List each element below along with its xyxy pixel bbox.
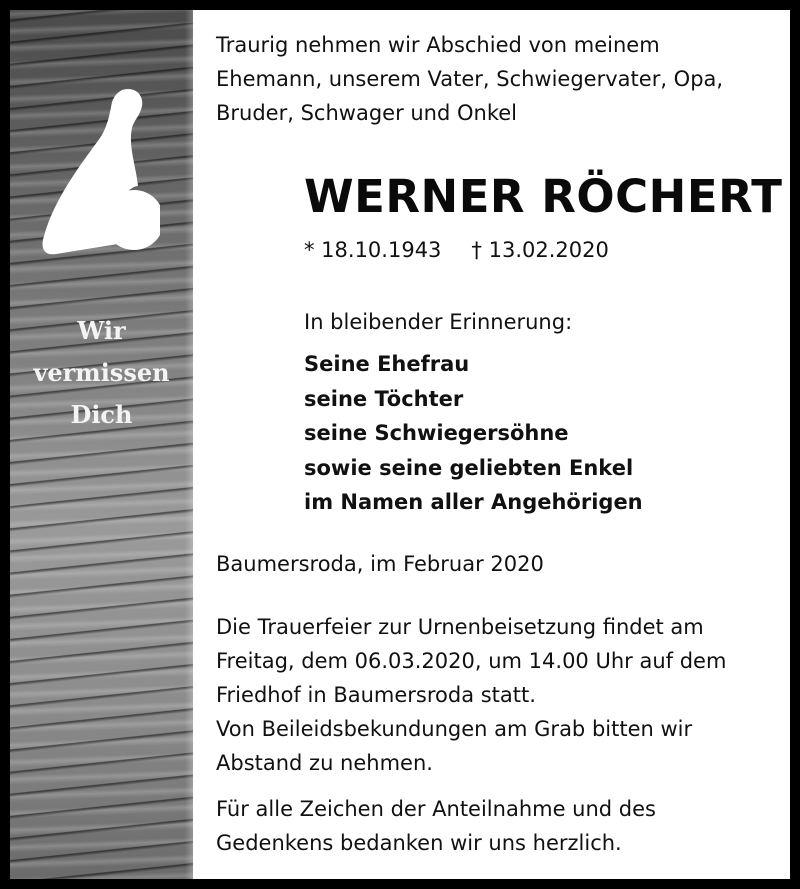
- intro-line: Traurig nehmen wir Abschied von meinem: [216, 33, 660, 57]
- ceremony-line: Friedhof in Baumersroda statt.: [216, 683, 536, 707]
- bowling-pin-ball-icon: [38, 82, 160, 262]
- mourners-list: [304, 347, 643, 520]
- ceremony-line: Abstand zu nehmen.: [216, 751, 433, 775]
- mourner-item: seine Töchter: [304, 386, 464, 411]
- thanks-line: Gedenkens bedanken wir uns herzlich.: [216, 831, 622, 855]
- thanks-line: Für alle Zeichen der Anteilnahme und des: [216, 797, 656, 821]
- mourner-item: sowie seine geliebten Enkel: [304, 455, 634, 480]
- birth-date: * 18.10.1943: [304, 238, 442, 262]
- intro-line: Bruder, Schwager und Onkel: [216, 101, 518, 125]
- ceremony-text: [216, 610, 776, 780]
- ceremony-line: Von Beileidsbekundungen am Grab bitten wir: [216, 717, 693, 741]
- side-motto: [10, 310, 193, 436]
- ceremony-line: Freitag, dem 06.03.2020, um 14.00 Uhr auf dem: [216, 649, 727, 673]
- mourner-item: im Namen aller Angehörigen: [304, 490, 643, 514]
- ceremony-line: Die Trauerfeier zur Urnenbeisetzung findet am: [216, 615, 704, 639]
- thanks-text: [216, 792, 776, 860]
- decorative-side-panel: [10, 10, 193, 879]
- motto-line: Wir: [77, 316, 126, 345]
- deceased-name: WERNER RÖCHERT: [304, 170, 783, 223]
- mourner-item: seine Schwiegersöhne: [304, 421, 569, 445]
- life-dates: [304, 236, 609, 264]
- death-date: † 13.02.2020: [471, 238, 609, 262]
- obituary-notice: [10, 10, 790, 879]
- intro-text: [216, 28, 776, 130]
- mourner-item: Seine Ehefrau: [304, 352, 470, 376]
- motto-line: Dich: [70, 400, 133, 429]
- place-and-date: Baumersroda, im Februar 2020: [216, 552, 544, 576]
- motto-line: vermissen: [33, 358, 170, 387]
- memory-intro: In bleibender Erinnerung:: [304, 310, 573, 334]
- intro-line: Ehemann, unserem Vater, Schwiegervater, Opa,: [216, 67, 724, 91]
